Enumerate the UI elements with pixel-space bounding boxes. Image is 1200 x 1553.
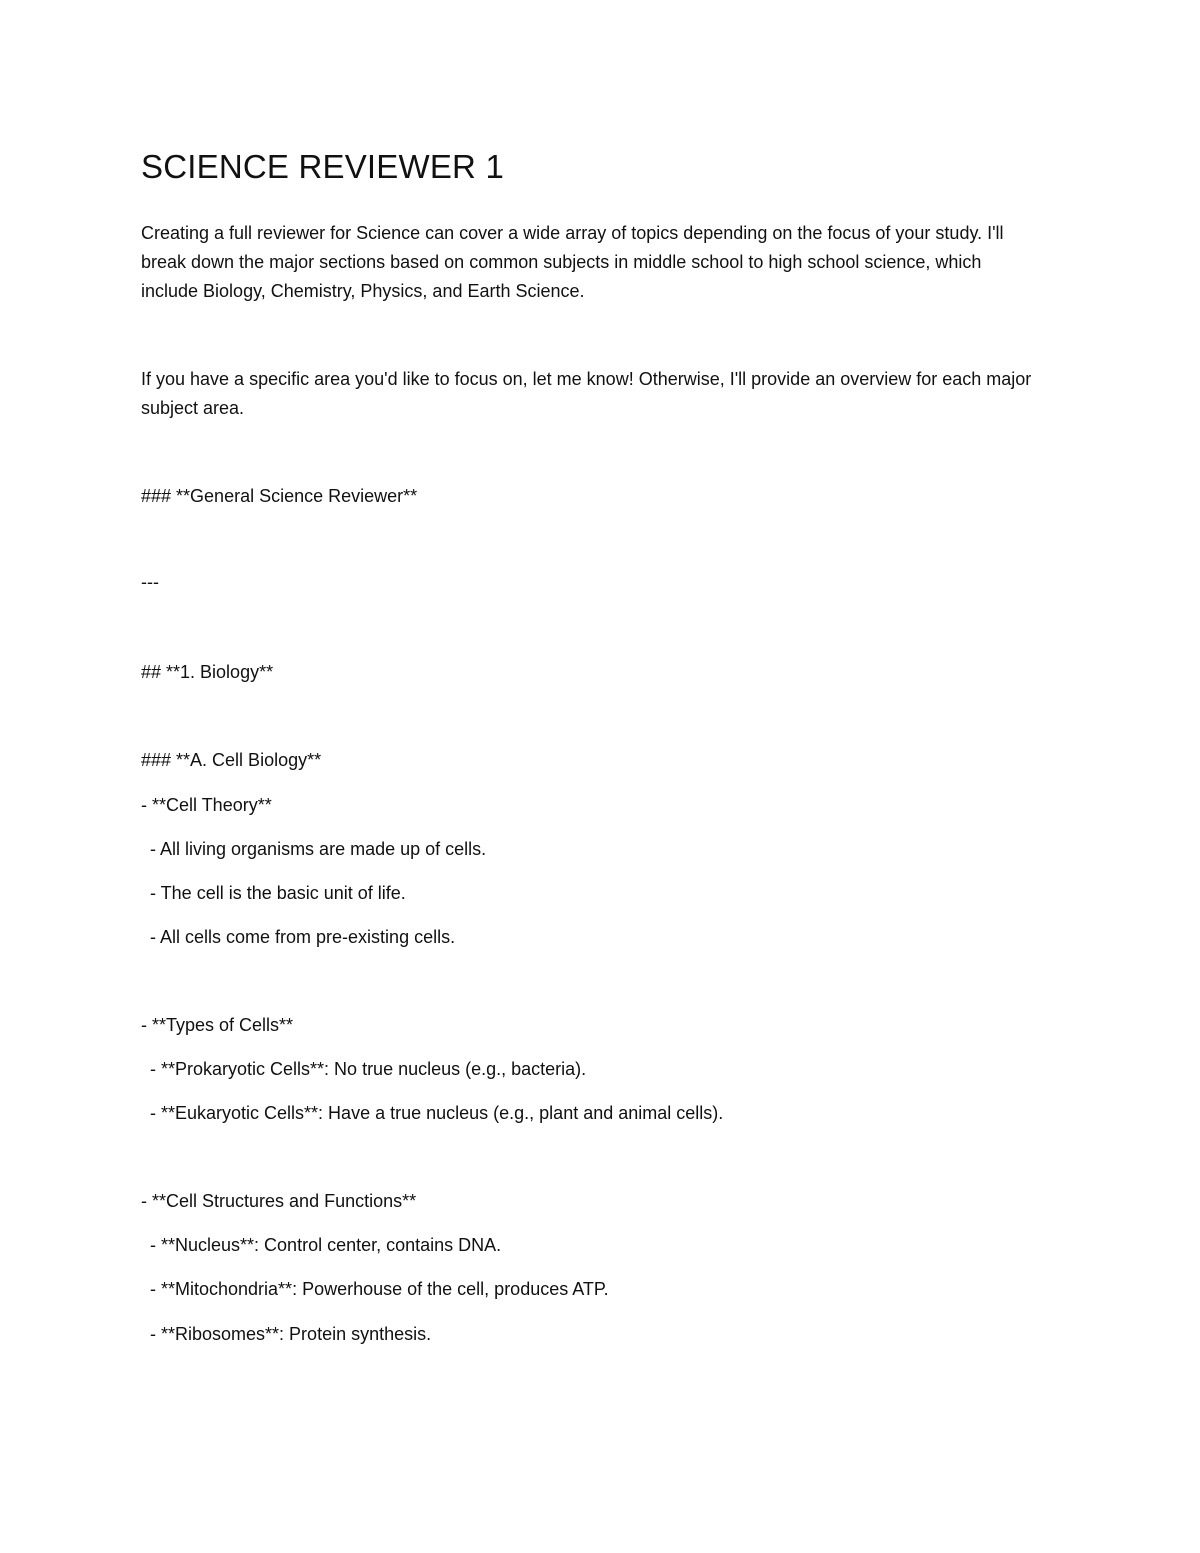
types-of-cells-item: - **Eukaryotic Cells**: Have a true nucleus (e.g., plant and animal cells).: [150, 1103, 724, 1123]
types-of-cells-item: - **Prokaryotic Cells**: No true nucleus (e.g., bacteria).: [150, 1059, 587, 1079]
cell-theory-label: - **Cell Theory**: [141, 795, 272, 815]
types-of-cells-label: - **Types of Cells**: [141, 1015, 294, 1035]
general-science-heading: ### **General Science Reviewer**: [141, 486, 418, 506]
focus-note-paragraph: If you have a specific area you'd like to focus on, let me know! Otherwise, I'll provide an overview for each major subject area.: [141, 369, 1032, 418]
cell-structures-item: - **Mitochondria**: Powerhouse of the cell, produces ATP.: [150, 1279, 609, 1299]
cell-structures-label: - **Cell Structures and Functions**: [141, 1191, 417, 1211]
cell-theory-item: - The cell is the basic unit of life.: [150, 883, 406, 903]
cell-structures-item: - **Nucleus**: Control center, contains DNA.: [150, 1235, 502, 1255]
cell-theory-item: - All cells come from pre-existing cells.: [150, 927, 456, 947]
cell-theory-item: - All living organisms are made up of cells.: [150, 839, 487, 859]
cell-structures-item: - **Ribosomes**: Protein synthesis.: [150, 1324, 432, 1344]
biology-heading: ## **1. Biology**: [141, 662, 274, 682]
intro-paragraph: Creating a full reviewer for Science can cover a wide array of topics depending on the focus of your study. I'll break down the major sections based on common subjects in middle school to high school science, which include Biology, Chemistry, Physics, and Earth Science.: [141, 223, 1004, 301]
section-separator: ---: [141, 572, 159, 592]
cell-biology-heading: ### **A. Cell Biology**: [141, 750, 322, 770]
document-title: SCIENCE REVIEWER 1: [141, 148, 505, 185]
